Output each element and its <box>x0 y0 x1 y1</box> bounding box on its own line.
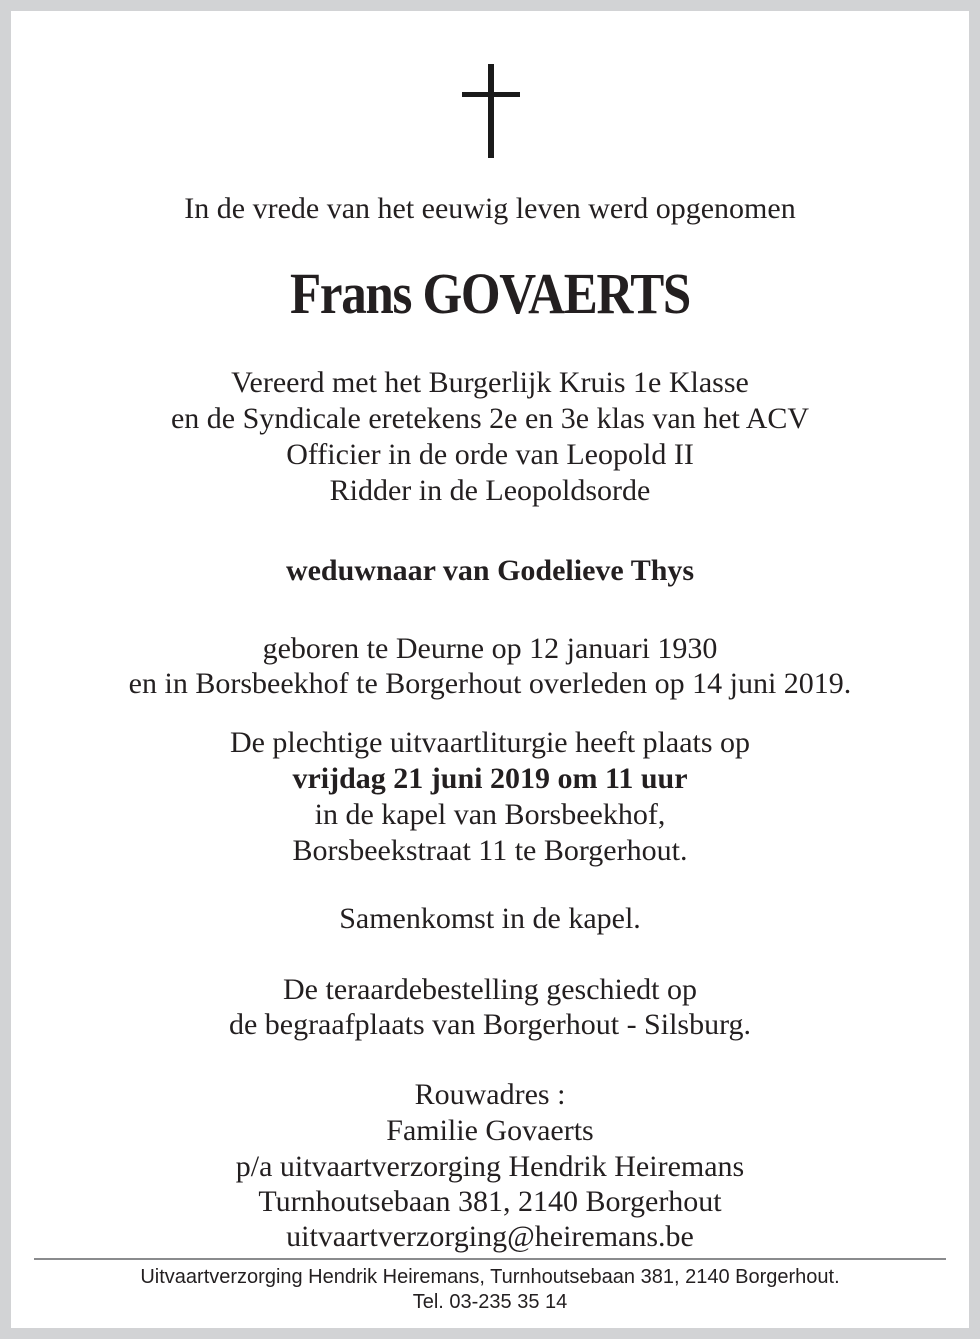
address-email[interactable]: uitvaartverzorging@heiremans.be <box>286 1220 694 1253</box>
address-street: Turnhoutsebaan 381, 2140 Borgerhout <box>258 1185 722 1218</box>
burial-line-2: de begraafplaats van Borgerhout - Silsburg. <box>228 1008 752 1041</box>
honour-line-4: Ridder in de Leopoldsorde <box>329 474 651 507</box>
address-label: Rouwadres : <box>414 1078 566 1111</box>
death-line: en in Borsbeekhof te Borgerhout overleden op 14 juni 2019. <box>128 667 852 700</box>
footer-phone: Tel. 03-235 35 14 <box>412 1291 568 1313</box>
ceremony-location: in de kapel van Borsbeekhof, <box>314 798 666 831</box>
burial-line-1: De teraardebestelling geschiedt op <box>283 973 697 1006</box>
ceremony-intro: De plechtige uitvaartliturgie heeft plaats op <box>229 726 751 759</box>
ceremony-address: Borsbeekstraat 11 te Borgerhout. <box>292 834 688 867</box>
address-family: Familie Govaerts <box>386 1114 594 1147</box>
footer-divider <box>34 1258 946 1260</box>
honour-line-3: Officier in de orde van Leopold II <box>286 438 694 471</box>
gathering-text: Samenkomst in de kapel. <box>339 902 641 935</box>
ceremony-date: vrijdag 21 juni 2019 om 11 uur <box>292 762 688 795</box>
deceased-name: Frans GOVAERTS <box>290 261 690 326</box>
cross-icon <box>462 64 520 158</box>
honour-line-2: en de Syndicale eretekens 2e en 3e klas van het ACV <box>170 402 810 435</box>
footer-company: Uitvaartverzorging Hendrik Heiremans, Turnhoutsebaan 381, 2140 Borgerhout. <box>140 1266 840 1288</box>
birth-line: geboren te Deurne op 12 januari 1930 <box>262 632 718 665</box>
intro-text: In de vrede van het eeuwig leven werd opgenomen <box>184 192 796 225</box>
honour-line-1: Vereerd met het Burgerlijk Kruis 1e Klasse <box>231 366 749 399</box>
spouse-text: weduwnaar van Godelieve Thys <box>285 554 695 587</box>
address-care-of: p/a uitvaartverzorging Hendrik Heiremans <box>235 1150 745 1183</box>
